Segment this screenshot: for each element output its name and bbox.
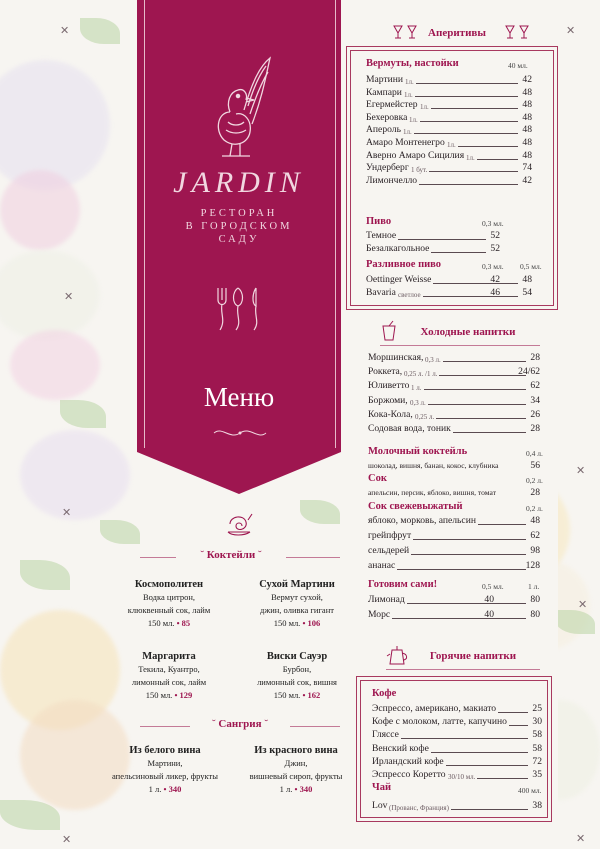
item-price: 74 — [522, 162, 532, 174]
item-name: Кока-Кола, — [368, 408, 413, 420]
cutlery-icon — [212, 284, 268, 334]
menu-row — [368, 395, 540, 407]
item-name: Боржоми, — [368, 394, 408, 406]
menu-row — [372, 743, 542, 755]
cocktail-price: 150 мл. • 85 — [147, 618, 191, 628]
item-name: Амаро Монтенегро — [366, 137, 445, 148]
leader-line — [398, 239, 486, 240]
item-unit: 1л. — [405, 78, 414, 86]
leader-line — [397, 569, 526, 570]
menu-row — [368, 545, 540, 557]
coffee-title: Кофе — [372, 688, 397, 699]
item-unit: 1л. — [447, 141, 456, 149]
coffee-pot-icon — [386, 644, 408, 668]
fresh-juice-title: Сок свежевыжатый — [368, 501, 463, 512]
leader-line — [458, 146, 518, 147]
cocktail-desc: джин, оливка гигант — [260, 605, 334, 615]
leader-line — [428, 404, 526, 405]
tagline-line-1: РЕСТОРАН — [200, 208, 278, 219]
ornament-icon: ˘ — [255, 549, 262, 561]
item-price: 98 — [530, 545, 540, 556]
sangria-rule-left — [140, 726, 190, 727]
item-name: Юливетто — [368, 380, 410, 392]
item-price: 48 — [522, 274, 532, 285]
item-unit: 30/10 мл. — [448, 773, 476, 781]
snail-cup-icon — [224, 510, 254, 542]
leader-line — [431, 752, 528, 753]
item-price: 26 — [530, 408, 540, 420]
menu-row — [368, 530, 540, 542]
leader-line — [446, 765, 528, 766]
menu-row — [372, 800, 542, 812]
item-name: Oettinger Weisse — [366, 274, 432, 285]
item-price: 42 — [522, 74, 532, 85]
item-price: 58 — [532, 742, 542, 754]
item-name: Апероль — [366, 124, 401, 136]
cocktail-desc: лимонный сок, лайм — [131, 677, 207, 687]
item-price: 24/62 — [518, 366, 540, 378]
item-price: 38 — [532, 800, 542, 811]
ornament-flourish-icon — [212, 426, 268, 440]
item-price: 48 — [522, 149, 532, 161]
item-name: ананас — [368, 560, 396, 571]
item-price: 40 — [484, 608, 494, 620]
cocktail-desc: Бурбон, — [282, 664, 312, 674]
item-price: 72 — [532, 755, 542, 767]
brand-name: JARDIN — [173, 166, 305, 199]
tagline-line-3: САДУ — [218, 234, 260, 245]
brand-banner-tip — [137, 452, 341, 494]
leader-line — [509, 725, 528, 726]
sangria-item — [96, 744, 234, 796]
item-name: яблоко, морковь, апельсин — [368, 515, 476, 526]
wine-glasses-icon — [502, 24, 532, 40]
item-price: 42 — [490, 274, 500, 285]
item-price: 42 — [522, 174, 532, 186]
sangria-name: Из красного вина — [254, 745, 338, 756]
item-name: сельдерей — [368, 545, 410, 556]
sangria-heading-text: Сангрия — [218, 718, 262, 730]
leader-line — [420, 121, 518, 122]
ornament-icon: ˘ — [200, 549, 207, 561]
menu-row — [368, 560, 540, 572]
leader-line — [431, 108, 518, 109]
leader-line — [401, 738, 528, 739]
menu-row — [368, 515, 540, 527]
leader-line — [413, 539, 526, 540]
juice-volume: 0,2 л. — [526, 476, 543, 485]
item-price: 30 — [532, 716, 542, 728]
item-unit: 0,3 л. — [425, 356, 441, 364]
cocktail-desc: Водка цитрон, — [143, 592, 195, 602]
beer-title: Пиво — [366, 216, 392, 227]
bird-logo-icon — [200, 52, 280, 162]
menu-row — [368, 352, 540, 364]
item-price: 28 — [530, 423, 540, 434]
item-price: 48 — [522, 99, 532, 111]
item-name: Темное — [366, 230, 397, 241]
item-name: Кампари — [366, 86, 402, 98]
item-name: Bavaria — [366, 287, 396, 298]
item-price: 128 — [525, 560, 540, 571]
item-price: 48 — [522, 111, 532, 123]
sangria-heading — [190, 718, 290, 730]
item-name: Ирландский кофе — [372, 755, 444, 767]
cocktail-item — [232, 578, 362, 630]
leader-line — [477, 159, 518, 160]
cocktail-item — [232, 650, 362, 702]
cocktail-desc: Текила, Куантро, — [138, 664, 200, 674]
menu-row — [372, 769, 542, 781]
sangria-price: 1 л. • 340 — [148, 784, 182, 794]
hot-drinks-heading: Горячие напитки — [429, 650, 517, 662]
menu-row — [368, 423, 540, 435]
tea-title: Чай — [372, 782, 392, 793]
leader-line — [414, 133, 518, 134]
item-name: Моршинская, — [368, 352, 424, 363]
item-name: Бехеровка — [366, 111, 408, 123]
cocktails-rule-left — [140, 557, 176, 558]
item-name: Лимонад — [368, 594, 405, 605]
leader-line — [433, 283, 518, 284]
item-name: Безалкагольное — [366, 243, 430, 254]
menu-row — [368, 380, 540, 392]
menu-row — [366, 287, 532, 299]
menu-row — [366, 230, 500, 242]
menu-row — [368, 594, 540, 606]
draft-beer-title: Разливное пиво — [366, 259, 442, 270]
sangria-price: 1 л. • 340 — [279, 784, 313, 794]
draft-volume-small: 0,3 мл. — [482, 262, 504, 271]
item-unit: 0,3 л. — [410, 398, 426, 407]
menu-row — [372, 756, 542, 768]
item-unit: 1л. — [466, 153, 475, 162]
cocktails-rule-right — [286, 557, 340, 558]
homemade-volume-small: 0,5 мл. — [482, 582, 504, 591]
cocktail-item — [104, 578, 234, 630]
item-price: 48 — [522, 86, 532, 98]
tea-volume: 400 мл. — [518, 786, 542, 795]
item-unit: 1л. — [404, 90, 413, 99]
fresh-juice-volume: 0,2 л. — [526, 504, 543, 513]
hot-drinks-rule — [386, 669, 540, 670]
cocktail-price: 150 мл. • 106 — [273, 618, 321, 628]
leader-line — [436, 418, 526, 419]
brand-tagline — [137, 207, 341, 246]
sangria-rule-right — [290, 726, 340, 727]
item-name: Ундерберг — [366, 162, 409, 174]
menu-row — [366, 162, 532, 174]
homemade-volume-large: 1 л. — [528, 582, 540, 591]
vermouth-volume: 40 мл. — [508, 61, 528, 70]
menu-row — [368, 409, 540, 421]
menu-row — [368, 366, 540, 378]
menu-row — [366, 112, 532, 124]
menu-row — [372, 703, 542, 715]
menu-row — [366, 124, 532, 136]
juice-title: Сок — [368, 473, 387, 484]
item-name: Роккета, — [368, 366, 403, 378]
item-price: 28 — [530, 352, 540, 363]
cocktail-name: Сухой Мартини — [259, 579, 335, 590]
item-name: Лимончелло — [366, 174, 418, 186]
item-price: 48 — [522, 124, 532, 136]
cold-drinks-heading: Холодные напитки — [420, 326, 516, 338]
sangria-desc: вишневый сироп, фрукты — [249, 771, 343, 781]
milkshake-title: Молочный коктейль — [368, 446, 468, 457]
cocktail-desc: Вермут сухой, — [271, 592, 323, 602]
vermouth-title: Вермуты, настойки — [366, 58, 459, 69]
cocktail-name: Космополитен — [134, 579, 204, 590]
menu-row — [372, 716, 542, 728]
item-unit: светлое — [398, 291, 421, 299]
item-price: 52 — [490, 230, 500, 241]
item-name: Венский кофе — [372, 742, 429, 754]
ornament-icon: ˘ — [211, 718, 219, 730]
leader-line — [453, 432, 526, 433]
item-name: Содовая вода, тоник — [368, 423, 451, 434]
juice-price: 28 — [530, 487, 540, 498]
item-name: Мартини — [366, 74, 404, 85]
juice-flavors: апельсин, персик, яблоко, вишня, томат — [368, 488, 497, 497]
leader-line — [419, 184, 518, 185]
leader-line — [478, 524, 526, 525]
item-price: 62 — [530, 530, 540, 541]
item-price: 46 — [490, 287, 500, 298]
menu-title: Меню — [203, 382, 275, 412]
leader-line — [416, 83, 518, 84]
menu-row — [366, 74, 532, 86]
cocktail-item — [104, 650, 234, 702]
item-price: 34 — [530, 394, 540, 406]
item-name: Морс — [368, 608, 391, 620]
item-name: Эспрессо Коретто — [372, 769, 446, 780]
item-name: Lov — [372, 800, 388, 811]
item-name: Егермейстер — [366, 99, 418, 111]
menu-row — [366, 175, 532, 187]
milkshake-flavors: шоколад, вишня, банан, кокос, клубника — [368, 461, 499, 470]
item-price: 80 — [530, 608, 540, 620]
sangria-desc: апельсиновый ликер, фрукты — [112, 771, 218, 781]
menu-row — [366, 243, 500, 255]
item-price: 25 — [532, 703, 542, 714]
item-unit: 1л. — [409, 115, 418, 124]
item-name: грейпфрут — [368, 530, 412, 541]
leader-line — [411, 554, 526, 555]
menu-row — [366, 150, 532, 162]
cocktails-heading-text: Коктейли — [206, 549, 256, 561]
item-unit: 1 бут. — [411, 166, 428, 175]
homemade-title: Готовим сами! — [368, 579, 438, 590]
cocktail-price: 150 мл. • 129 — [145, 690, 193, 700]
milkshake-volume: 0,4 л. — [526, 449, 543, 458]
item-unit: 1 л. — [411, 384, 422, 393]
leader-line — [392, 618, 526, 619]
item-unit: 0,25 л. /1 л. — [404, 370, 438, 379]
menu-row — [366, 137, 532, 149]
cold-drink-glass-icon — [380, 320, 398, 342]
item-unit: 1л. — [403, 128, 412, 137]
menu-row — [366, 274, 532, 286]
item-name: Аверно Амаро Сицилия — [366, 149, 465, 161]
cocktail-desc: клюквенный сок, лайм — [127, 605, 211, 615]
leader-line — [407, 603, 526, 604]
leader-line — [477, 778, 528, 779]
item-price: 40 — [484, 594, 494, 605]
cocktail-name: Виски Сауэр — [266, 651, 328, 662]
item-unit: 1л. — [420, 103, 429, 112]
item-price: 52 — [490, 243, 500, 254]
item-price: 48 — [530, 515, 540, 526]
sangria-name: Из белого вина — [129, 745, 201, 756]
leader-line — [423, 296, 518, 297]
milkshake-price: 56 — [530, 460, 540, 471]
sangria-desc: Мартини, — [147, 758, 183, 768]
cocktail-name: Маргарита — [142, 651, 196, 662]
leader-line — [431, 252, 486, 253]
leader-line — [443, 361, 526, 362]
draft-volume-large: 0,5 мл. — [520, 262, 542, 271]
item-price: 54 — [522, 287, 532, 298]
item-price: 58 — [532, 729, 542, 741]
item-name: Кофе с молоком, латте, капучино — [372, 716, 507, 728]
ornament-icon: ˘ — [261, 718, 269, 730]
leader-line — [415, 96, 518, 97]
item-price: 62 — [530, 380, 540, 392]
tagline-line-2: В ГОРОДСКОМ — [185, 221, 293, 232]
menu-row — [366, 87, 532, 99]
item-price: 48 — [522, 137, 532, 148]
leader-line — [424, 389, 526, 390]
cocktail-desc: лимонный сок, вишня — [257, 677, 337, 687]
item-name: Гляссе — [372, 729, 399, 741]
leader-line — [451, 809, 528, 810]
cocktail-price: 150 мл. • 162 — [273, 690, 321, 700]
leader-line — [439, 375, 526, 376]
leader-line — [498, 712, 528, 713]
menu-row — [368, 609, 540, 621]
sangria-desc: Джин, — [284, 758, 308, 768]
aperitifs-heading: Аперитивы — [428, 27, 486, 39]
item-price: 35 — [532, 769, 542, 780]
item-unit: (Прованс, Франция) — [389, 804, 449, 812]
leader-line — [429, 171, 518, 172]
beer-volume: 0,3 мл. — [482, 219, 504, 228]
menu-row — [366, 99, 532, 111]
item-name: Эспрессо, американо, макиато — [372, 703, 497, 714]
cold-drinks-rule — [380, 345, 540, 346]
menu-row — [372, 729, 542, 741]
cocktails-heading — [176, 549, 286, 561]
item-unit: 0,25 л. — [415, 412, 435, 421]
item-price: 80 — [530, 594, 540, 605]
